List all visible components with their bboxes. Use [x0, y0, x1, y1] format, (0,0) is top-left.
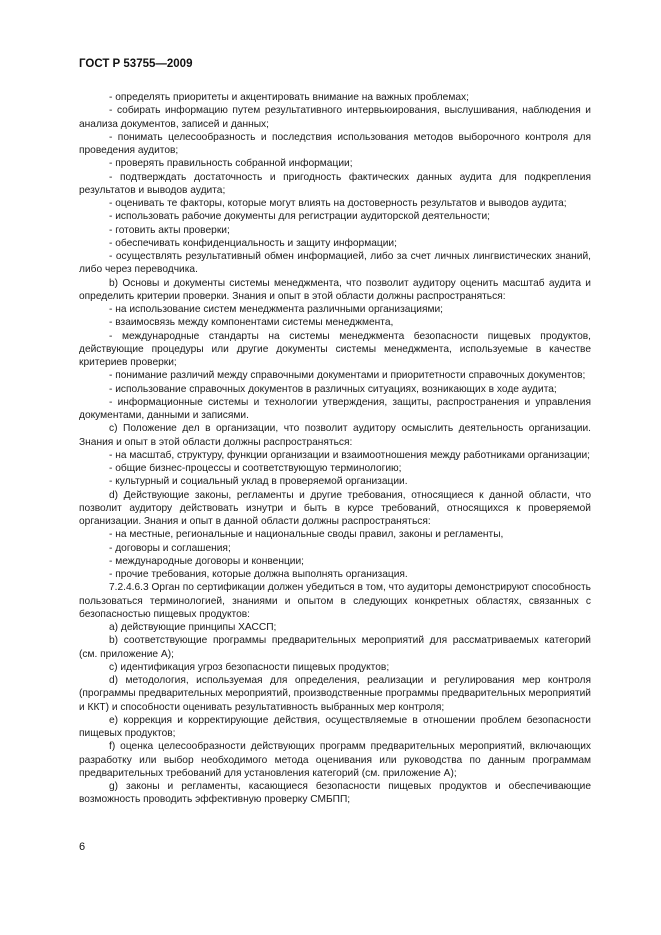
paragraph: - подтверждать достаточность и пригодность фактических данных аудита для подкрепления результатов и выводов аудита;	[79, 171, 591, 196]
page-number: 6	[79, 841, 86, 853]
paragraph: a) действующие принципы ХАССП;	[109, 622, 277, 633]
paragraph: e) коррекция и корректирующие действия, осуществляемые в отношении проблем безопасности пищевых продуктов;	[79, 714, 591, 739]
paragraph: - осуществлять результативный обмен информацией, либо за счет личных лингвистических знаний, либо через переводчика.	[79, 251, 591, 276]
standard-header: ГОСТ Р 53755—2009	[79, 58, 193, 70]
paragraph: - понимание различий между справочными документами и приоритетности справочных документов;	[109, 370, 586, 382]
paragraph: - собирать информацию путем результативного интервьюирования, выслушивания, наблюдения и анализа документов, записей и данных;	[79, 105, 591, 130]
paragraph: - культурный и социальный уклад в проверяемой организации.	[109, 476, 408, 488]
document-body	[79, 91, 591, 807]
paragraph: - использовать рабочие документы для регистрации аудиторской деятельности;	[109, 211, 490, 223]
paragraph: c) идентификация угроз безопасности пищевых продуктов;	[109, 661, 390, 673]
paragraph: d) методология, используемая для определения, реализации и регулирования мер контроля (программы предварительных мероприятий, производственные программы предварительных мероприятий и ККТ) и способности оценивать результативность выбранных мер контроля;	[79, 675, 591, 713]
paragraph: - взаимосвязь между компонентами системы менеджмента,	[109, 317, 394, 329]
paragraph: 7.2.4.6.3 Орган по сертификации должен убедиться в том, что аудиторы демонстрируют способность пользоваться терминологией, знаниями и опытом в следующих конкретных областях, связанных с безопасностью пищевых продуктов:	[79, 582, 591, 620]
paragraph: - международные договоры и конвенции;	[109, 555, 304, 567]
paragraph: d) Действующие законы, регламенты и другие требования, относящиеся к данной области, что позволит аудитору действовать изнутри и быть в курсе требований, относящихся к проверяемой организации. Знания и опыт в данной области должны распространяться:	[79, 489, 591, 527]
paragraph: - международные стандарты на системы менеджмента безопасности пищевых продуктов, действующие процедуры или другие документы системы менеджмента, используемые в качестве критериев проверки;	[79, 330, 591, 368]
paragraph: - прочие требования, которые должна выполнять организация.	[109, 569, 408, 580]
paragraph: - обеспечивать конфиденциальность и защиту информации;	[109, 237, 397, 249]
paragraph: - договоры и соглашения;	[109, 542, 231, 554]
paragraph: c) Положение дел в организации, что позволит аудитору осмыслить деятельность организации. Знания и опыт в этой области должны распространяться:	[79, 423, 591, 448]
paragraph: - проверять правильность собранной информации;	[109, 158, 353, 170]
paragraph: - определять приоритеты и акцентировать внимание на важных проблемах;	[109, 92, 469, 103]
paragraph: - на использование систем менеджмента различными организациями;	[109, 304, 444, 315]
paragraph: - оценивать те факторы, которые могут влиять на достоверность результатов и выводов аудита;	[109, 198, 567, 209]
paragraph: - на местные, региональные и национальные своды правил, законы и регламенты,	[109, 529, 504, 541]
paragraph: - готовить акты проверки;	[109, 224, 230, 236]
paragraph: b) соответствующие программы предварительных мероприятий для рассматриваемых категорий (см. приложение А);	[79, 635, 591, 660]
paragraph: - общие бизнес-процессы и соответствующую терминологию;	[109, 463, 402, 474]
paragraph: - информационные системы и технологии утверждения, защиты, распространения и управления документами, данными и записями.	[79, 396, 591, 421]
paragraph: - использование справочных документов в различных ситуациях, возникающих в ходе аудита;	[109, 383, 557, 395]
paragraph: - на масштаб, структуру, функции организации и взаимоотношения между работниками организации;	[109, 449, 591, 461]
paragraph: f) оценка целесообразности действующих программ предварительных мероприятий, включающих разработку или выбор необходимого метода оценивания или руководства по данным программам предварительных требований для установления категорий (см. приложение А);	[79, 741, 591, 779]
paragraph: b) Основы и документы системы менеджмента, что позволит аудитору оценить масштаб аудита и определить критерии проверки. Знания и опыт в этой области должны распространяться:	[79, 277, 591, 302]
paragraph: g) законы и регламенты, касающиеся безопасности пищевых продуктов и обеспечивающие возможность проводить эффективную проверку СМБПП;	[79, 781, 591, 806]
paragraph: - понимать целесообразность и последствия использования методов выборочного контроля для проведения аудитов;	[79, 131, 591, 156]
